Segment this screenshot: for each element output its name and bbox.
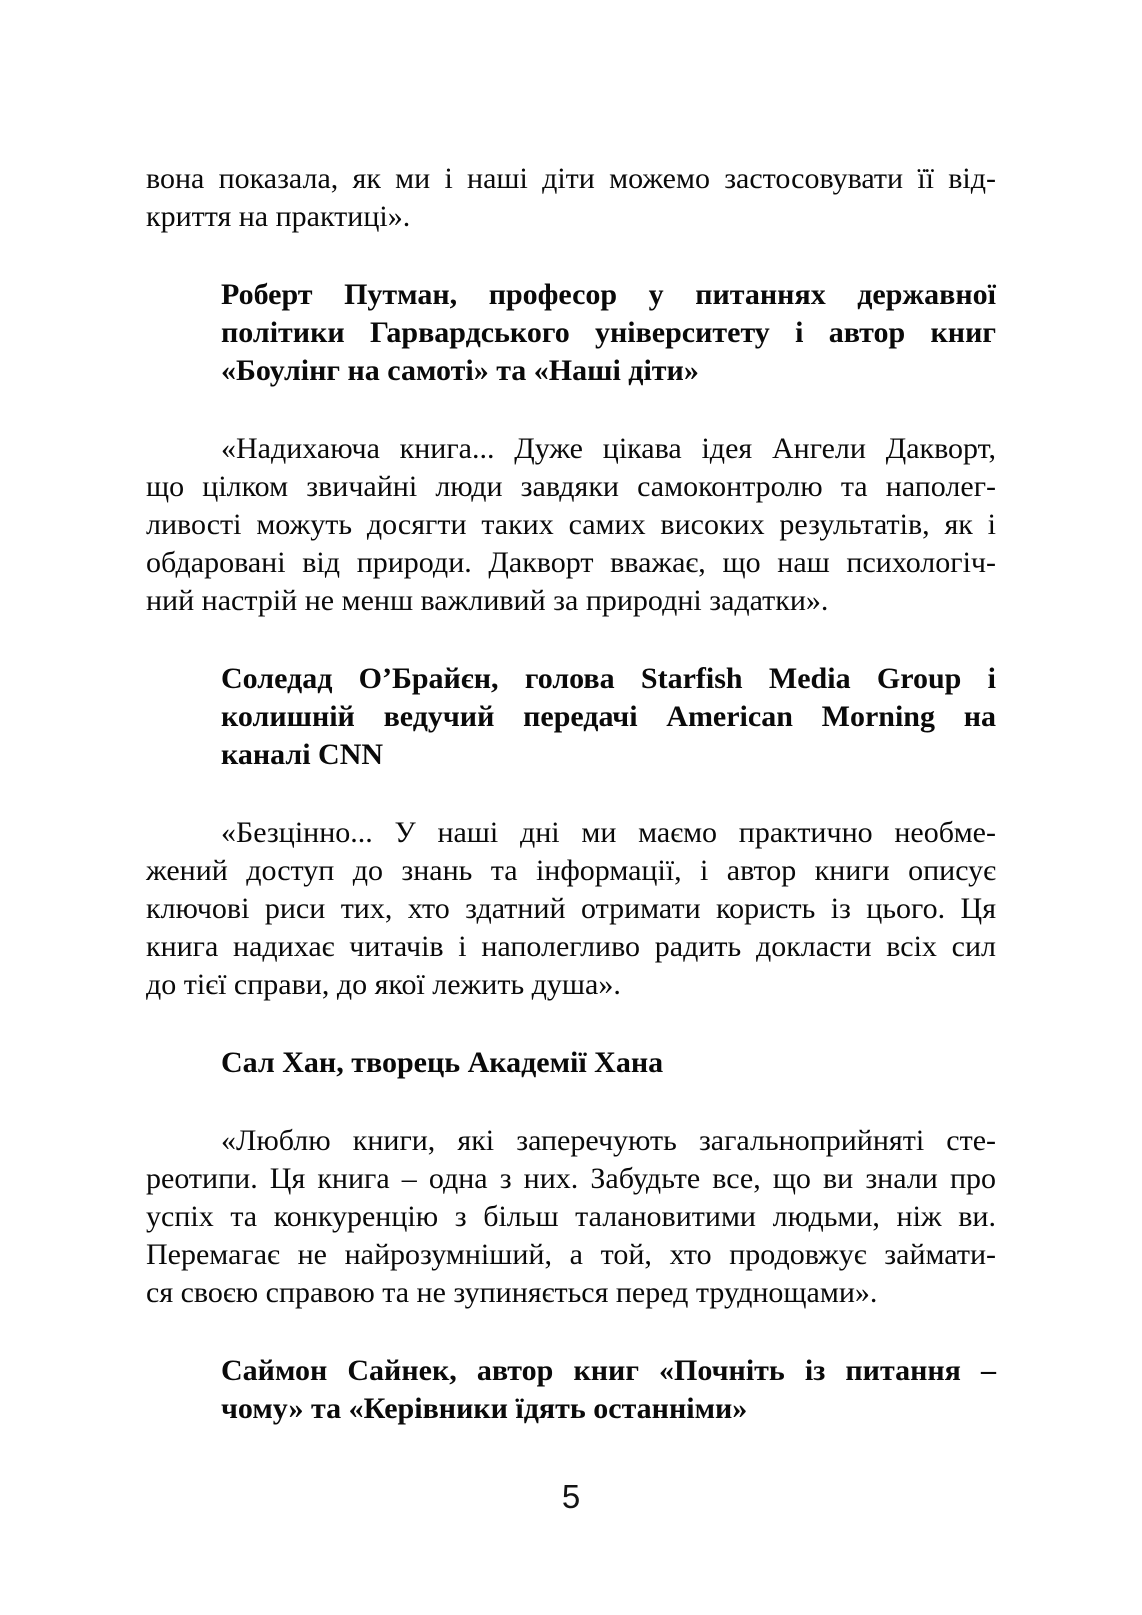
text-content [146, 160, 996, 1428]
text-line: «Боулінг на самоті» та «Наші діти» [221, 354, 699, 387]
quote-paragraph [146, 814, 996, 1004]
text-line: ключові риси тих, хто здатний отримати користь із цього. Ця [146, 892, 996, 925]
text-line: політики Гарвардського університету і автор книг [221, 316, 996, 349]
text-line: ливості можуть досягти таких самих високих результатів, як і [146, 508, 996, 541]
text-line: що цілком звичайні люди завдяки самоконтролю та наполег- [146, 470, 996, 503]
text-line: успіх та конкуренцію з більш талановитими людьми, ніж ви. [146, 1200, 996, 1233]
quote-paragraph [146, 160, 996, 236]
text-line: реотипи. Ця книга – одна з них. Забудьте все, що ви знали про [146, 1162, 996, 1195]
text-line: каналі CNN [221, 738, 384, 771]
text-line: до тієї справи, до якої лежить душа». [146, 968, 621, 1001]
attribution-block [221, 660, 996, 774]
page-number: 5 [561, 1478, 581, 1515]
text-line: обдаровані від природи. Дакворт вважає, що наш психологіч- [146, 546, 996, 579]
text-line: «Безцінно... У наші дні ми маємо практично необме- [221, 816, 996, 849]
attribution-block [221, 276, 996, 390]
text-line: вона показала, як ми і наші діти можемо застосовувати її від- [146, 162, 996, 195]
text-line: «Надихаюча книга... Дуже цікава ідея Ангели Дакворт, [221, 432, 996, 465]
text-line: ся своєю справою та не зупиняється перед труднощами». [146, 1276, 878, 1309]
text-line: жений доступ до знань та інформації, і автор книги описує [146, 854, 996, 887]
quote-paragraph [146, 430, 996, 620]
text-line: ний настрій не менш важливий за природні задатки». [146, 584, 829, 617]
text-line: чому» та «Керівники їдять останніми» [221, 1392, 748, 1425]
text-line: Саймон Сайнек, автор книг «Почніть із питання – [221, 1354, 996, 1387]
text-line: Соледад О’Брайєн, голова Starfish Media Group і [221, 662, 996, 695]
text-line: Роберт Путман, професор у питаннях державної [221, 278, 996, 311]
text-line: Перемагає не найрозумніший, а той, хто продовжує займати- [146, 1238, 996, 1271]
attribution-block [221, 1352, 996, 1428]
text-line: колишній ведучий передачі American Morning на [221, 700, 996, 733]
text-line: криття на практиці». [146, 200, 411, 233]
text-line: «Люблю книги, які заперечують загальноприйняті сте- [221, 1124, 996, 1157]
text-line: книга надихає читачів і наполегливо радить докласти всіх сил [146, 930, 996, 963]
quote-paragraph [146, 1122, 996, 1312]
text-line: Сал Хан, творець Академії Хана [221, 1046, 664, 1079]
attribution-block [221, 1044, 996, 1082]
